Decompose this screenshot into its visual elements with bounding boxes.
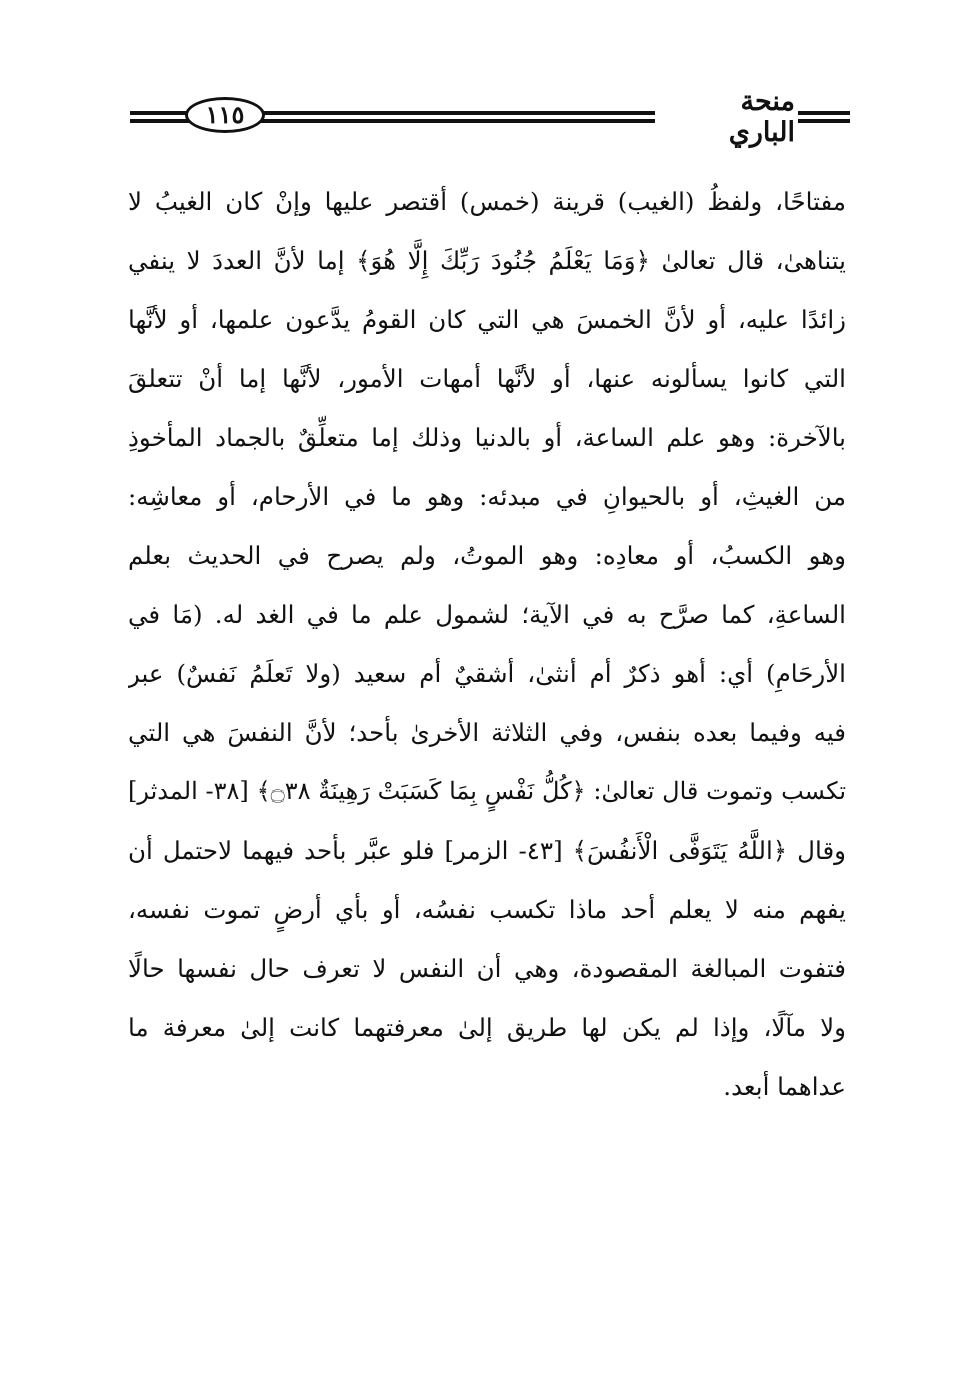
text-line: مفتاحًا، ولفظُ (الغيب) قرينة (خمس) أقتصر عليها وإنْ كان الغيبُ لا <box>128 187 846 216</box>
book-title: منحة الباري <box>728 86 795 148</box>
text-line: وهو الكسبُ، أو معادِه: وهو الموتُ، ولم يصرح في الحديث بعلم <box>128 541 846 570</box>
text-line: يتناهىٰ، قال تعالىٰ ﴿وَمَا يَعْلَمُ جُنُودَ رَبِّكَ إِلَّا هُوَ﴾ إما لأنَّ العددَ لا ينفي <box>128 246 846 275</box>
text-line: فيه وفيما بعده بنفس، وفي الثلاثة الأخرىٰ بأحد؛ لأنَّ النفسَ هي التي <box>128 718 846 747</box>
header-rule-middle <box>255 111 655 123</box>
text-line: يفهم منه لا يعلم أحد ماذا تكسب نفسُه، أو بأي أرضٍ تموت نفسه، <box>128 895 846 924</box>
text-line: عداهما أبعد. <box>723 1072 846 1101</box>
body-text <box>128 172 846 1116</box>
text-line: ولا مآلًا، وإذا لم يكن لها طريق إلىٰ معرفتهما كانت إلىٰ معرفة ما <box>128 1013 846 1042</box>
page-header <box>130 86 850 148</box>
text-line: التي كانوا يسألونه عنها، أو لأنَّها أمهات الأمور، لأنَّها إما أنْ تتعلقَ <box>128 364 846 393</box>
text-line: من الغيثِ، أو بالحيوانِ في مبدئه: وهو ما في الأرحام، أو معاشِه: <box>128 482 846 511</box>
text-line: وقال ﴿اللَّهُ يَتَوَفَّى الْأَنفُسَ﴾ [٤٣- الزمر] فلو عبَّر بأحد فيهما لاحتمل أن <box>128 836 846 865</box>
header-rule-right <box>798 111 850 123</box>
text-line: الساعةِ، كما صرَّح به في الآية؛ لشمول علم ما في الغد له. (مَا في <box>128 600 846 629</box>
text-line: تكسب وتموت قال تعالىٰ: ﴿كُلُّ نَفْسٍ بِمَا كَسَبَتْ رَهِينَةٌ ۝٣٨﴾ [٣٨- المدثر] <box>128 777 846 805</box>
text-line: الأرحَامِ) أي: أهو ذكرٌ أم أنثىٰ، أشقيٌ أم سعيد (ولا تَعلَمُ نَفسٌ) عبر <box>128 659 846 688</box>
text-line: فتفوت المبالغة المقصودة، وهي أن النفس لا تعرف حال نفسها حالًا <box>128 954 846 983</box>
text-line: بالآخرة: وهو علم الساعة، أو بالدنيا وذلك إما متعلِّقٌ بالجماد المأخوذِ <box>128 423 846 452</box>
page-number: ١١٥ <box>185 97 265 133</box>
text-line: زائدًا عليه، أو لأنَّ الخمسَ هي التي كان القومُ يدَّعون علمها، أو لأنَّها <box>128 305 846 334</box>
